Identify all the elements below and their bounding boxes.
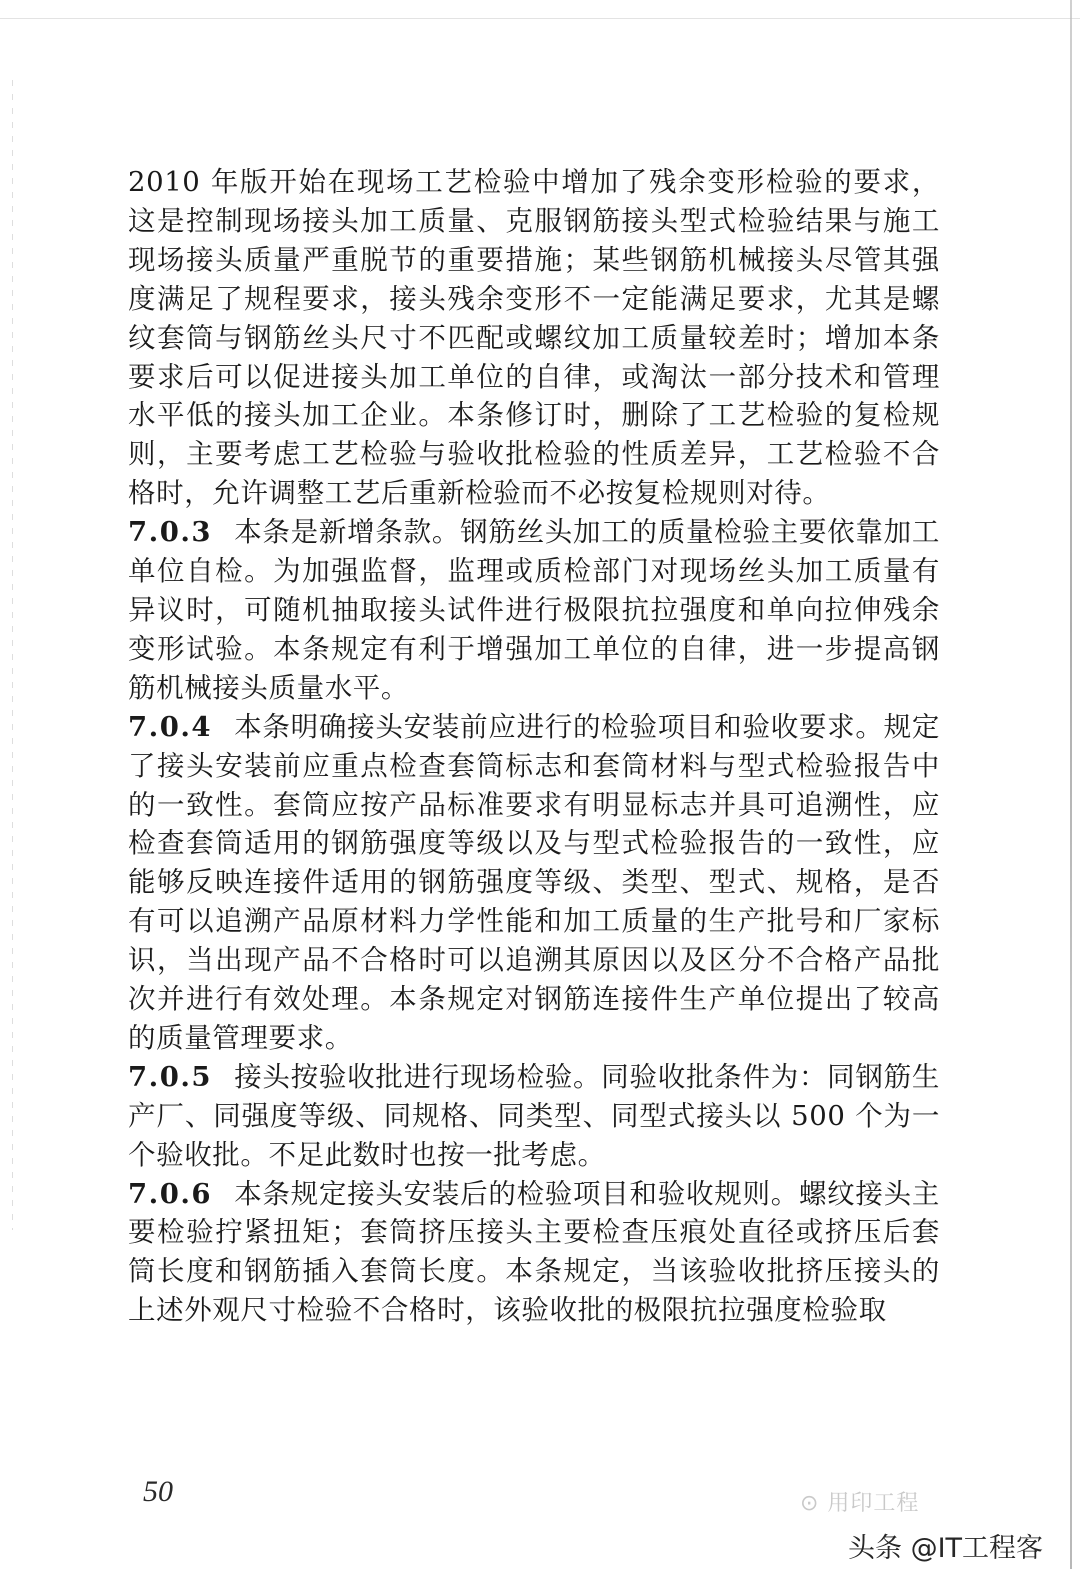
clause-7-0-5 [128, 1058, 940, 1175]
clause-number: 7.0.6 [128, 1177, 213, 1210]
page-body [128, 163, 940, 1330]
clause-text: 本条规定接头安装后的检验项目和验收规则。螺纹接头主要检验拧紧扭矩；套筒挤压接头主要检查压痕处直径或挤压后套筒长度和钢筋插入套筒长度。本条规定，当该验收批挤压接头的上述外观尺寸检验不合格时，该验收批的极限抗拉强度检验取 [128, 1177, 940, 1327]
watermark-faint: ⊙ 用印工程 [800, 1491, 920, 1516]
clause-text: 本条是新增条款。钢筋丝头加工的质量检验主要依靠加工单位自检。为加强监督，监理或质检部门对现场丝头加工质量有异议时，可随机抽取接头试件进行极限抗拉强度和单向拉伸残余变形试验。本条规定有利于增强加工单位的自律，进一步提高钢筋机械接头质量水平。 [128, 516, 940, 704]
paragraph-text: 2010 年版开始在现场工艺检验中增加了残余变形检验的要求，这是控制现场接头加工质量、克服钢筋接头型式检验结果与施工现场接头质量严重脱节的重要措施；某些钢筋机械接头尽管其强度满足了规程要求，接头残余变形不一定能满足要求，尤其是螺纹套筒与钢筋丝头尺寸不匹配或螺纹加工质量较差时；增加本条要求后可以促进接头加工单位的自律，或淘汰一部分技术和管理水平低的接头加工企业。本条修订时，删除了工艺检验的复检规则，主要考虑工艺检验与验收批检验的性质差异，工艺检验不合格时，允许调整工艺后重新检验而不必按复检规则对待。 [128, 166, 940, 510]
page-number: 50 [143, 1475, 173, 1508]
clause-7-0-6 [128, 1175, 940, 1331]
scan-edge-left [12, 80, 13, 1230]
clause-text: 接头按验收批进行现场检验。同验收批条件为：同钢筋生产厂、同强度等级、同规格、同类型、同型式接头以 500 个为一个验收批。不足此数时也按一批考虑。 [128, 1060, 940, 1171]
paragraph-continuation [128, 163, 940, 513]
clause-7-0-3 [128, 513, 940, 708]
clause-7-0-4 [128, 708, 940, 1058]
clause-text: 本条明确接头安装前应进行的检验项目和验收要求。规定了接头安装前应重点检查套筒标志和套筒材料与型式检验报告中的一致性。套筒应按产品标准要求有明显标志并具可追溯性，应检查套筒适用的钢筋强度等级以及与型式检验报告的一致性，应能够反映连接件适用的钢筋强度等级、类型、型式、规格，是否有可以追溯产品原材料力学性能和加工质量的生产批号和厂家标识，当出现产品不合格时可以追溯其原因以及区分不合格产品批次并进行有效处理。本条规定对钢筋连接件生产单位提出了较高的质量管理要求。 [128, 710, 940, 1054]
scan-edge-top [0, 18, 1080, 19]
scan-edge-right [1070, 0, 1072, 1569]
clause-number: 7.0.3 [128, 516, 213, 549]
watermark-source: 头条 @IT工程客 [848, 1533, 1044, 1564]
clause-number: 7.0.5 [128, 1060, 213, 1093]
clause-number: 7.0.4 [128, 710, 213, 743]
